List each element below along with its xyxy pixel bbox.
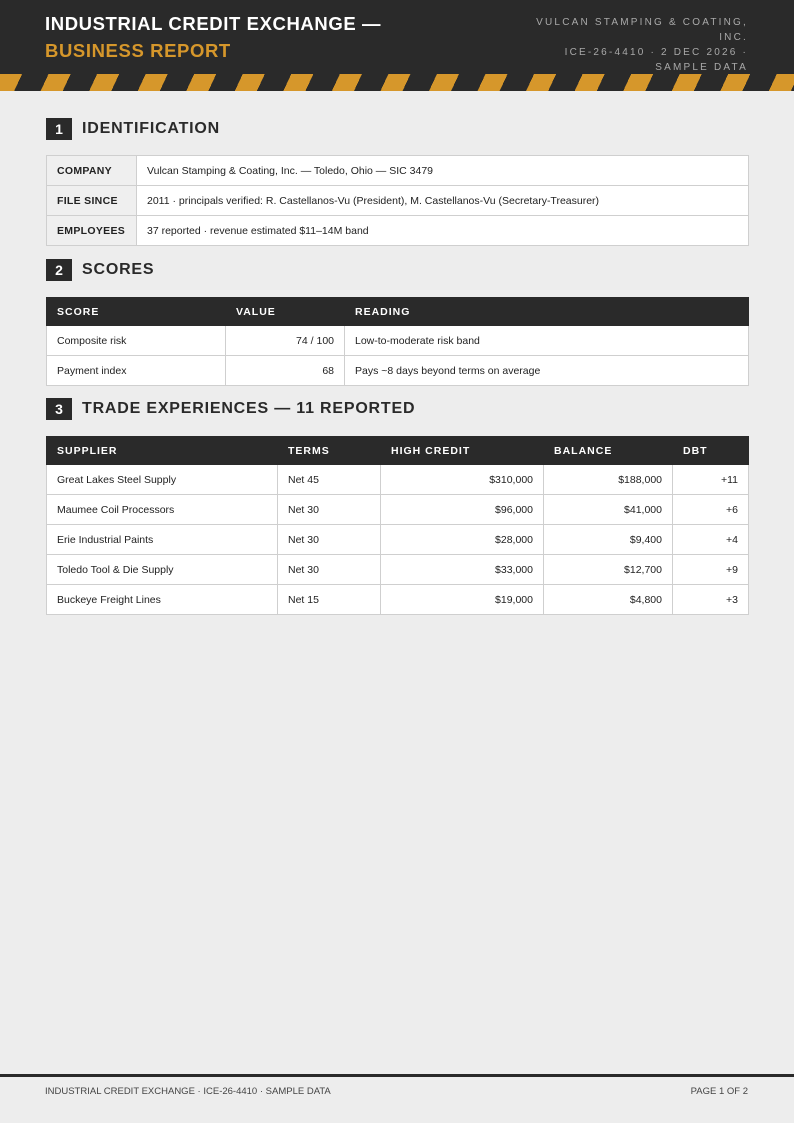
identification-table — [46, 155, 749, 246]
report-title-main: INDUSTRIAL CREDIT EXCHANGE — — [45, 13, 382, 34]
table-header-row — [47, 298, 749, 326]
column-header: SCORE — [47, 298, 226, 326]
high-credit: $19,000 — [381, 585, 544, 615]
row-value: Vulcan Stamping & Coating, Inc. — Toledo, Ohio — SIC 3479 — [137, 156, 749, 186]
column-header: READING — [345, 298, 749, 326]
supplier-name: Erie Industrial Paints — [47, 525, 278, 555]
high-credit: $310,000 — [381, 465, 544, 495]
section-identification-heading — [46, 118, 220, 140]
balance: $188,000 — [544, 465, 673, 495]
column-header: HIGH CREDIT — [381, 437, 544, 465]
report-meta — [508, 15, 748, 75]
terms: Net 30 — [278, 555, 381, 585]
report-title-accent: BUSINESS REPORT — [45, 40, 231, 61]
score-name: Composite risk — [47, 326, 226, 356]
dbt: +9 — [673, 555, 749, 585]
column-header: BALANCE — [544, 437, 673, 465]
section-trade-heading — [46, 398, 415, 420]
table-row — [47, 585, 749, 615]
meta-company: VULCAN STAMPING & COATING, INC. — [536, 17, 748, 43]
hazard-stripes — [0, 74, 794, 91]
report-title — [45, 10, 485, 64]
trade-experiences-table — [46, 436, 749, 615]
row-value: 2011 · principals verified: R. Castellanos-Vu (President), M. Castellanos-Vu (Secretary-Treasurer) — [137, 186, 749, 216]
section-scores-heading — [46, 259, 154, 281]
page-number: PAGE 1 OF 2 — [690, 1086, 748, 1097]
high-credit: $28,000 — [381, 525, 544, 555]
row-label: COMPANY — [47, 156, 137, 186]
balance: $41,000 — [544, 495, 673, 525]
score-name: Payment index — [47, 356, 226, 386]
section-number: 1 — [46, 118, 72, 140]
scores-table — [46, 297, 749, 386]
column-header: DBT — [673, 437, 749, 465]
report-header — [0, 0, 794, 91]
section-number: 3 — [46, 398, 72, 420]
section-number: 2 — [46, 259, 72, 281]
table-row — [47, 555, 749, 585]
score-reading: Low-to-moderate risk band — [345, 326, 749, 356]
high-credit: $96,000 — [381, 495, 544, 525]
table-row — [47, 156, 749, 186]
meta-file-date: ICE-26-4410 · 2 DEC 2026 · SAMPLE DATA — [564, 47, 748, 73]
score-reading: Pays ~8 days beyond terms on average — [345, 356, 749, 386]
table-row — [47, 356, 749, 386]
table-row — [47, 216, 749, 246]
dbt: +11 — [673, 465, 749, 495]
table-row — [47, 186, 749, 216]
section-title: SCORES — [82, 261, 155, 278]
score-value: 74 / 100 — [226, 326, 345, 356]
dbt: +3 — [673, 585, 749, 615]
supplier-name: Maumee Coil Processors — [47, 495, 278, 525]
terms: Net 45 — [278, 465, 381, 495]
supplier-name: Buckeye Freight Lines — [47, 585, 278, 615]
section-title: IDENTIFICATION — [82, 120, 221, 137]
column-header: SUPPLIER — [47, 437, 278, 465]
terms: Net 30 — [278, 525, 381, 555]
terms: Net 15 — [278, 585, 381, 615]
column-header: VALUE — [226, 298, 345, 326]
row-label: FILE SINCE — [47, 186, 137, 216]
footer-left: INDUSTRIAL CREDIT EXCHANGE · ICE-26-4410 · SAMPLE DATA — [45, 1086, 331, 1097]
section-title: TRADE EXPERIENCES — 11 REPORTED — [82, 400, 416, 417]
balance: $12,700 — [544, 555, 673, 585]
column-header: TERMS — [278, 437, 381, 465]
table-header-row — [47, 437, 749, 465]
high-credit: $33,000 — [381, 555, 544, 585]
terms: Net 30 — [278, 495, 381, 525]
footer-rule — [0, 1074, 794, 1077]
score-value: 68 — [226, 356, 345, 386]
supplier-name: Toledo Tool & Die Supply — [47, 555, 278, 585]
dbt: +4 — [673, 525, 749, 555]
row-value: 37 reported · revenue estimated $11–14M band — [137, 216, 749, 246]
table-row — [47, 465, 749, 495]
balance: $9,400 — [544, 525, 673, 555]
table-row — [47, 525, 749, 555]
supplier-name: Great Lakes Steel Supply — [47, 465, 278, 495]
table-row — [47, 326, 749, 356]
balance: $4,800 — [544, 585, 673, 615]
row-label: EMPLOYEES — [47, 216, 137, 246]
dbt: +6 — [673, 495, 749, 525]
table-row — [47, 495, 749, 525]
